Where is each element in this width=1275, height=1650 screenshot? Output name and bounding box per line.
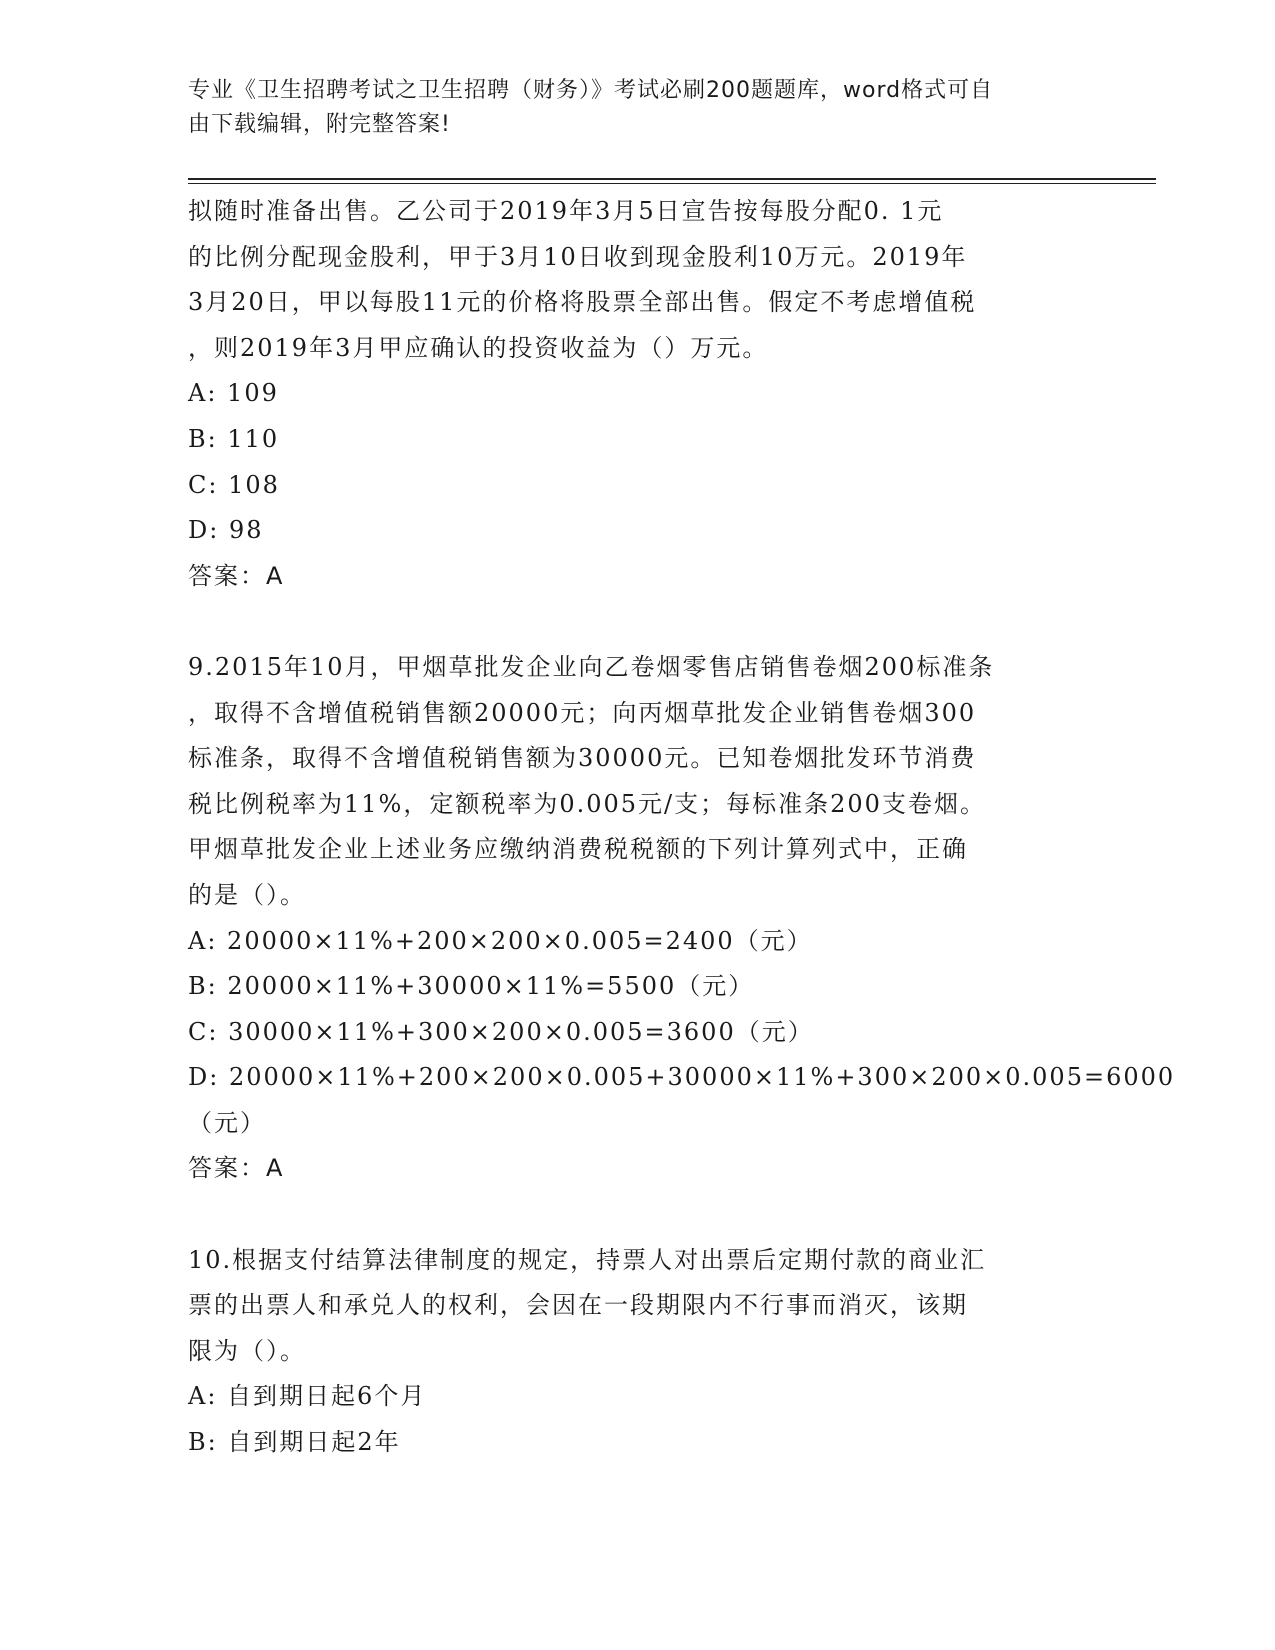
question-9-line-5: 甲烟草批发企业上述业务应缴纳消费税税额的下列计算列式中，正确 [188, 835, 968, 864]
question-8-option-a: A: 109 [188, 379, 279, 408]
question-8 [188, 189, 1088, 599]
question-8-answer: 答案：A [188, 561, 285, 590]
question-10-option-a: A: 自到期日起6个月 [188, 1382, 427, 1411]
question-10-line-3: 限为（）。 [188, 1336, 306, 1365]
question-9-option-d-continued: （元） [188, 1108, 266, 1137]
question-8-option-b: B: 110 [188, 424, 280, 453]
header-line-2: 由下载编辑，附完整答案! [188, 112, 451, 137]
question-9-line-4: 税比例税率为11%，定额税率为0.005元/支；每标准条200支卷烟。 [188, 789, 986, 818]
document-header [188, 74, 1088, 142]
question-8-line-4: ，则2019年3月甲应确认的投资收益为（）万元。 [188, 333, 769, 362]
document-body [188, 189, 1176, 1466]
question-8-option-d: D: 98 [188, 516, 264, 545]
spacer [188, 599, 1088, 645]
question-9-line-6: 的是（）。 [188, 880, 306, 909]
header-divider [188, 178, 1156, 184]
question-9-line-3: 标准条，取得不含增值税销售额为30000元。已知卷烟批发环节消费 [188, 744, 977, 773]
question-8-line-2: 的比例分配现金股利，甲于3月10日收到现金股利10万元。2019年 [188, 242, 968, 271]
header-line-1: 专业《卫生招聘考试之卫生招聘（财务）》考试必刷200题题库，word格式可自 [188, 78, 994, 103]
question-9-line-1: 9.2015年10月，甲烟草批发企业向乙卷烟零售店销售卷烟200标准条 [188, 652, 995, 681]
question-8-line-1: 拟随时准备出售。乙公司于2019年3月5日宣告按每股分配0. 1元 [188, 197, 944, 225]
question-10-line-2: 票的出票人和承兑人的权利，会因在一段期限内不行事而消灭，该期 [188, 1291, 968, 1320]
question-9-option-a: A: 20000×11%+200×200×0.005=2400（元） [188, 926, 813, 955]
question-9-option-b: B: 20000×11%+30000×11%=5500（元） [188, 972, 755, 1001]
question-9-option-c: C: 30000×11%+300×200×0.005=3600（元） [188, 1017, 814, 1046]
question-9-option-d: D: 20000×11%+200×200×0.005+30000×11%+300×200×0.005=6000 [188, 1063, 1176, 1092]
question-8-option-c: C: 108 [188, 470, 280, 499]
spacer [188, 1192, 1088, 1238]
question-10 [188, 1238, 1088, 1466]
question-8-line-3: 3月20日，甲以每股11元的价格将股票全部出售。假定不考虑增值税 [188, 288, 977, 317]
question-10-line-1: 10.根据支付结算法律制度的规定，持票人对出票后定期付款的商业汇 [188, 1245, 987, 1274]
question-10-option-b: B: 自到期日起2年 [188, 1428, 401, 1457]
question-9-line-2: ，取得不含增值税销售额20000元；向丙烟草批发企业销售卷烟300 [188, 698, 977, 727]
question-9-answer: 答案：A [188, 1154, 285, 1183]
question-9 [188, 645, 1176, 1192]
